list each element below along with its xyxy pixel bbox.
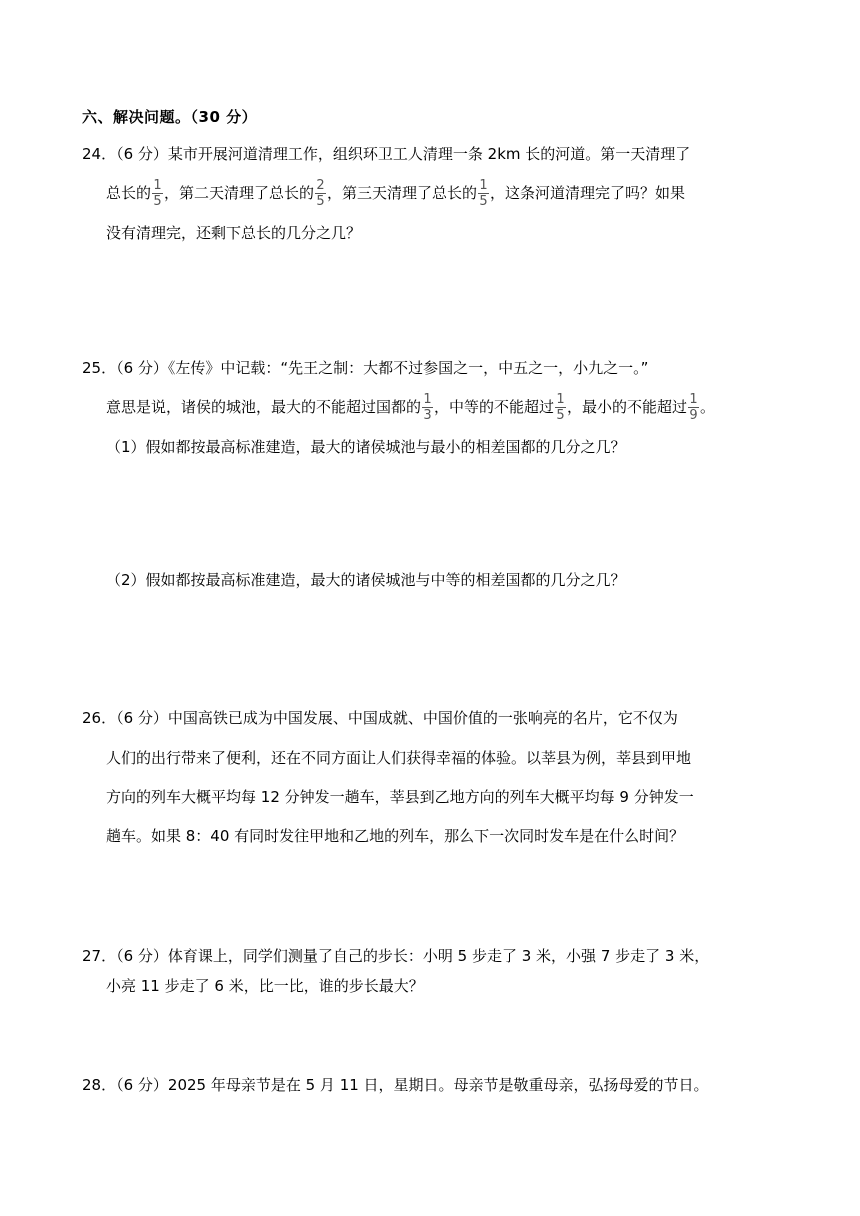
fraction (555, 393, 566, 422)
q24-line-3: 没有清理完，还剩下总长的几分之几？ (106, 224, 362, 242)
q27-line-1: 27．（6 分）体育课上，同学们测量了自己的步长：小明 5 步走了 3 米，小强 7 步走了 3 米， (82, 947, 710, 965)
q24-line-2 (106, 175, 685, 211)
q24-text-d: ，这条河道清理完了吗？如果 (490, 184, 686, 202)
numerator: 1 (689, 392, 698, 407)
q25-text-b: ，中等的不能超过 (434, 398, 555, 416)
fraction (422, 393, 433, 422)
fraction (688, 393, 699, 422)
q26-line-3: 方向的列车大概平均每 12 分钟发一趟车，莘县到乙地方向的列车大概平均每 9 分钟发一 (106, 788, 694, 806)
denominator: 5 (479, 194, 488, 209)
q26-line-4: 趟车。如果 8：40 有同时发往甲地和乙地的列车，那么下一次同时发车是在什么时间？ (106, 827, 685, 845)
q25-text-d: 。 (700, 398, 716, 416)
q25-line-2 (106, 389, 715, 425)
denominator: 9 (689, 408, 698, 423)
denominator: 3 (423, 408, 432, 423)
q25-line-1: 25．（6 分）《左传》中记载：“先王之制：大都不过参国之一，中五之一，小九之一。” (82, 359, 649, 377)
numerator: 1 (423, 392, 432, 407)
denominator: 5 (556, 408, 565, 423)
q25-sub-2: （2）假如都按最高标准建造，最大的诸侯城池与中等的相差国都的几分之几？ (106, 571, 626, 589)
q27-line-2: 小亮 11 步走了 6 米，比一比，谁的步长最大？ (106, 977, 424, 995)
q26-line-2: 人们的出行带来了便利，还在不同方面让人们获得幸福的体验。以莘县为例，莘县到甲地 (106, 749, 692, 767)
section-title: 六、解决问题。（30 分） (82, 108, 258, 126)
q25-sub-1: （1）假如都按最高标准建造，最大的诸侯城池与最小的相差国都的几分之几？ (106, 438, 626, 456)
q25-text-c: ，最小的不能超过 (567, 398, 688, 416)
fraction (315, 179, 326, 208)
numerator: 2 (316, 178, 325, 193)
fraction (478, 179, 489, 208)
fraction (152, 179, 163, 208)
denominator: 5 (153, 194, 162, 209)
q24-text-a: 总长的 (106, 184, 152, 202)
numerator: 1 (153, 178, 162, 193)
q25-text-a: 意思是说，诸侯的城池，最大的不能超过国都的 (106, 398, 422, 416)
denominator: 5 (316, 194, 325, 209)
q26-line-1: 26．（6 分）中国高铁已成为中国发展、中国成就、中国价值的一张响亮的名片，它不仅为 (82, 709, 678, 727)
q24-text-b: ，第二天清理了总长的 (164, 184, 315, 202)
numerator: 1 (556, 392, 565, 407)
numerator: 1 (479, 178, 488, 193)
q24-line-1: 24．（6 分）某市开展河道清理工作，组织环卫工人清理一条 2km 长的河道。第一天清理了 (82, 145, 691, 163)
q24-text-c: ，第三天清理了总长的 (327, 184, 478, 202)
q28-line-1: 28．（6 分）2025 年母亲节是在 5 月 11 日，星期日。母亲节是敬重母亲，弘扬母爱的节日。 (82, 1076, 709, 1094)
